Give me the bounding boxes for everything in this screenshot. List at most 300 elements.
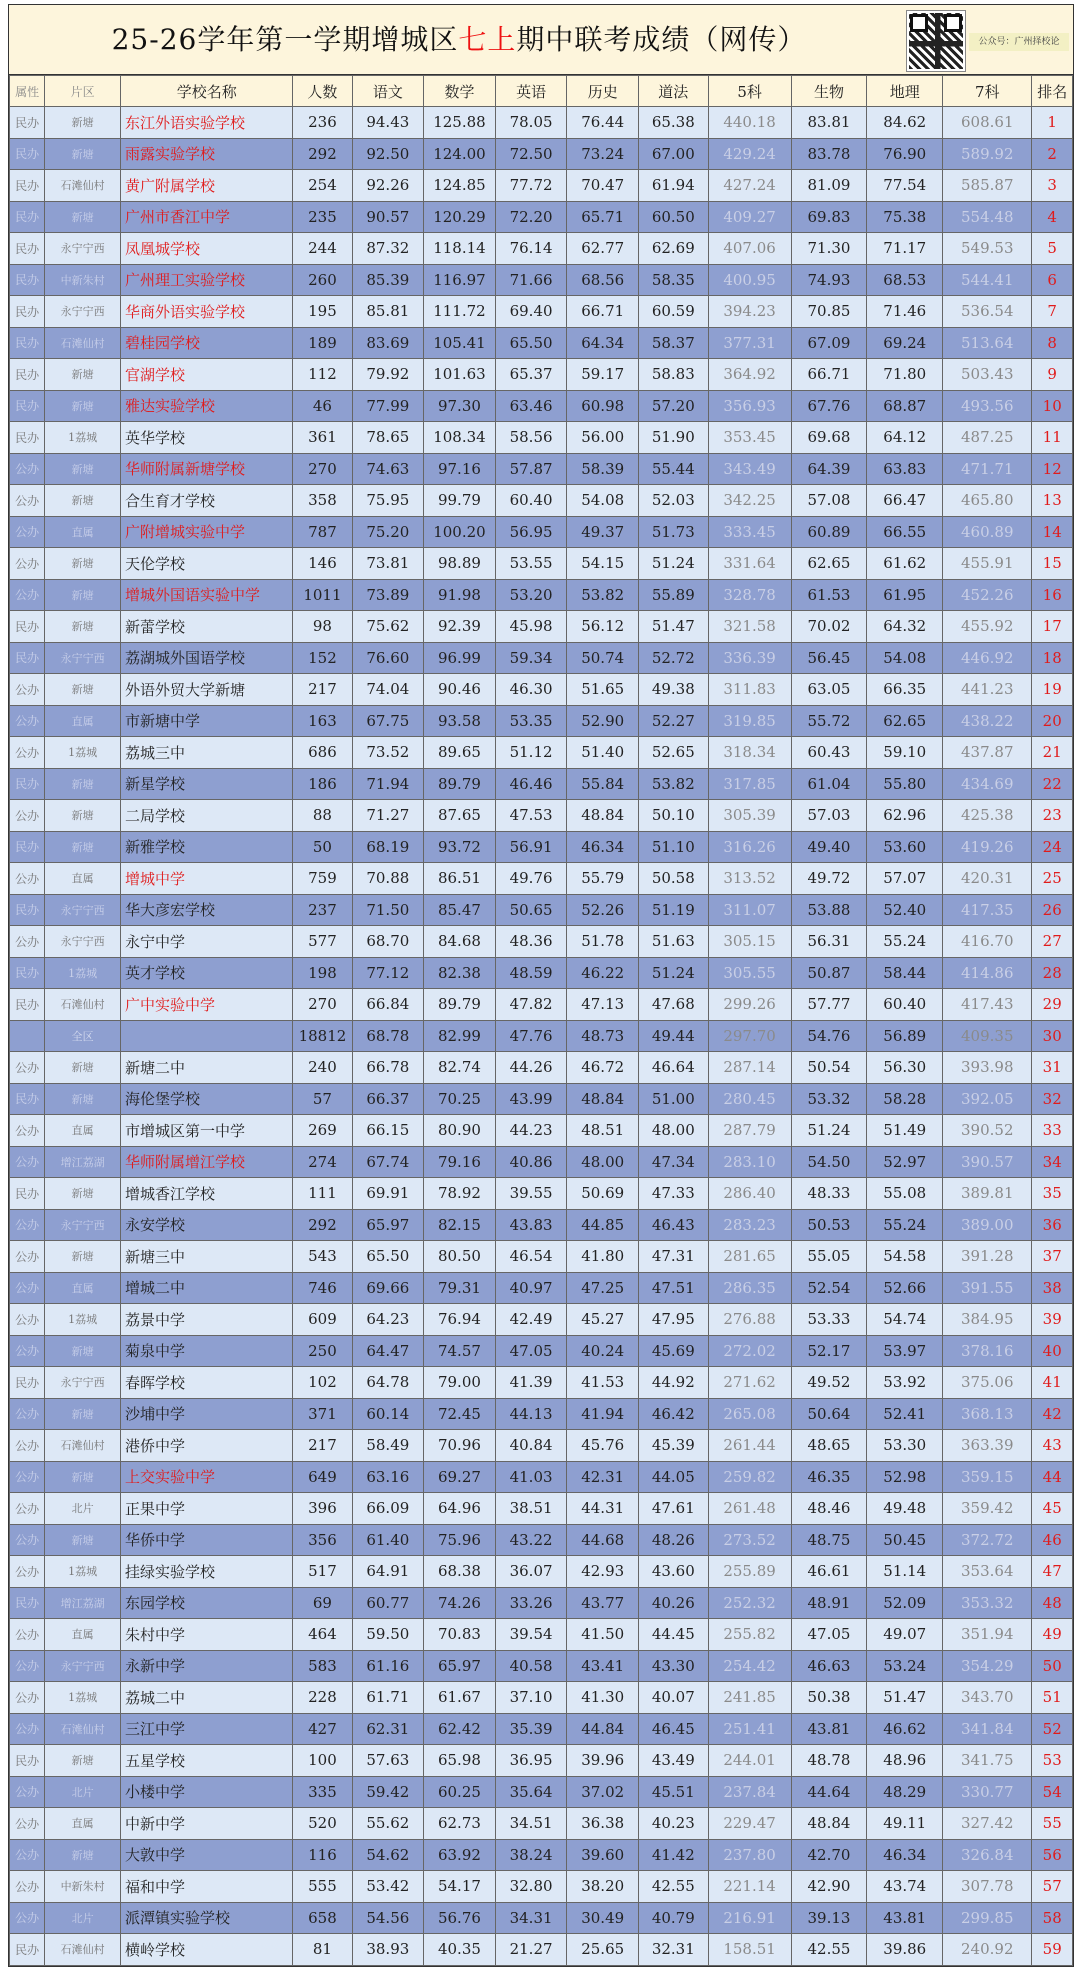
table-row [10,1430,1073,1462]
cell-count: 1011 [293,579,352,611]
cell-rank: 30 [1032,1020,1073,1052]
cell-5-subjects: 409.27 [708,201,791,233]
cell-math: 72.45 [424,1398,496,1430]
cell-area: 新塘 [45,1461,121,1493]
cell-count: 228 [293,1682,352,1714]
cell-math: 124.00 [424,138,496,170]
cell-geography: 53.92 [867,1367,943,1399]
cell-chinese: 75.95 [352,485,424,517]
cell-count: 260 [293,264,352,296]
cell-school: 沙埔中学 [121,1398,293,1430]
cell-math: 70.25 [424,1083,496,1115]
cell-count: 102 [293,1367,352,1399]
header-morality-law: 道法 [639,76,709,107]
cell-history: 56.00 [567,422,639,454]
cell-count: 189 [293,327,352,359]
table-row [10,1178,1073,1210]
cell-biology: 71.30 [791,233,867,265]
cell-rank: 18 [1032,642,1073,674]
cell-biology: 60.89 [791,516,867,548]
cell-area: 新塘 [45,579,121,611]
cell-biology: 57.77 [791,989,867,1021]
cell-biology: 49.40 [791,831,867,863]
cell-5-subjects: 313.52 [708,863,791,895]
cell-school: 雅达实验学校 [121,390,293,422]
cell-school: 菊泉中学 [121,1335,293,1367]
cell-7-subjects: 326.84 [943,1839,1032,1871]
cell-school [121,1020,293,1052]
cell-school: 广中实验中学 [121,989,293,1021]
cell-math: 89.65 [424,737,496,769]
table-row [10,1871,1073,1903]
cell-attr: 民办 [10,768,45,800]
cell-count: 69 [293,1587,352,1619]
cell-5-subjects: 255.89 [708,1556,791,1588]
cell-english: 44.23 [495,1115,567,1147]
cell-count: 270 [293,453,352,485]
cell-rank: 24 [1032,831,1073,863]
cell-7-subjects: 393.98 [943,1052,1032,1084]
cell-rank: 49 [1032,1619,1073,1651]
cell-area: 新塘 [45,390,121,422]
cell-count: 686 [293,737,352,769]
cell-english: 35.39 [495,1713,567,1745]
cell-area: 新塘 [45,1335,121,1367]
cell-area: 新塘 [45,1178,121,1210]
cell-7-subjects: 240.92 [943,1934,1032,1966]
cell-area: 永宁宁西 [45,296,121,328]
cell-history: 44.31 [567,1493,639,1525]
cell-morality-law: 58.83 [639,359,709,391]
cell-biology: 62.65 [791,548,867,580]
cell-biology: 44.64 [791,1776,867,1808]
cell-geography: 63.83 [867,453,943,485]
cell-morality-law: 48.26 [639,1524,709,1556]
cell-count: 371 [293,1398,352,1430]
cell-7-subjects: 589.92 [943,138,1032,170]
cell-5-subjects: 216.91 [708,1902,791,1934]
cell-5-subjects: 244.01 [708,1745,791,1777]
cell-chinese: 54.62 [352,1839,424,1871]
cell-geography: 43.74 [867,1871,943,1903]
cell-attr: 民办 [10,359,45,391]
cell-area: 1荔城 [45,1682,121,1714]
cell-5-subjects: 283.23 [708,1209,791,1241]
cell-math: 120.29 [424,201,496,233]
cell-history: 58.39 [567,453,639,485]
cell-chinese: 64.23 [352,1304,424,1336]
cell-school: 增城中学 [121,863,293,895]
cell-history: 68.56 [567,264,639,296]
table-row [10,264,1073,296]
cell-7-subjects: 391.55 [943,1272,1032,1304]
cell-school: 荔湖城外国语学校 [121,642,293,674]
cell-5-subjects: 261.44 [708,1430,791,1462]
cell-rank: 41 [1032,1367,1073,1399]
table-row [10,1808,1073,1840]
header-english: 英语 [495,76,567,107]
cell-count: 198 [293,957,352,989]
cell-count: 111 [293,1178,352,1210]
cell-count: 146 [293,548,352,580]
cell-math: 74.26 [424,1587,496,1619]
cell-school: 华侨中学 [121,1524,293,1556]
cell-rank: 47 [1032,1556,1073,1588]
cell-school: 横岭学校 [121,1934,293,1966]
cell-geography: 48.29 [867,1776,943,1808]
cell-count: 356 [293,1524,352,1556]
cell-7-subjects: 351.94 [943,1619,1032,1651]
table-row [10,107,1073,139]
cell-attr: 民办 [10,1178,45,1210]
cell-7-subjects: 585.87 [943,170,1032,202]
cell-school: 三江中学 [121,1713,293,1745]
cell-chinese: 68.70 [352,926,424,958]
cell-count: 292 [293,138,352,170]
cell-count: 88 [293,800,352,832]
cell-geography: 59.10 [867,737,943,769]
cell-7-subjects: 391.28 [943,1241,1032,1273]
cell-morality-law: 49.38 [639,674,709,706]
cell-morality-law: 61.94 [639,170,709,202]
cell-5-subjects: 353.45 [708,422,791,454]
cell-area: 新塘 [45,800,121,832]
cell-history: 76.44 [567,107,639,139]
cell-morality-law: 51.90 [639,422,709,454]
table-row [10,800,1073,832]
cell-biology: 47.05 [791,1619,867,1651]
cell-math: 79.00 [424,1367,496,1399]
cell-geography: 55.24 [867,1209,943,1241]
cell-area: 直属 [45,1272,121,1304]
cell-geography: 71.80 [867,359,943,391]
cell-7-subjects: 416.70 [943,926,1032,958]
cell-attr: 民办 [10,296,45,328]
cell-geography: 54.74 [867,1304,943,1336]
cell-geography: 62.65 [867,705,943,737]
cell-5-subjects: 259.82 [708,1461,791,1493]
cell-geography: 53.60 [867,831,943,863]
cell-biology: 66.71 [791,359,867,391]
cell-count: 254 [293,170,352,202]
cell-math: 96.99 [424,642,496,674]
cell-english: 21.27 [495,1934,567,1966]
cell-school: 广州理工实验学校 [121,264,293,296]
header-math: 数学 [424,76,496,107]
cell-geography: 51.49 [867,1115,943,1147]
cell-rank: 51 [1032,1682,1073,1714]
table-row [10,453,1073,485]
cell-biology: 50.64 [791,1398,867,1430]
cell-area: 新塘 [45,453,121,485]
cell-attr: 公办 [10,1713,45,1745]
cell-geography: 56.30 [867,1052,943,1084]
header-count: 人数 [293,76,352,107]
cell-rank: 38 [1032,1272,1073,1304]
title-highlight: 七上 [458,23,517,56]
cell-geography: 49.07 [867,1619,943,1651]
cell-7-subjects: 438.22 [943,705,1032,737]
cell-school: 雨露实验学校 [121,138,293,170]
table-row [10,737,1073,769]
cell-geography: 68.53 [867,264,943,296]
cell-history: 39.60 [567,1839,639,1871]
cell-history: 48.51 [567,1115,639,1147]
cell-7-subjects: 299.85 [943,1902,1032,1934]
cell-english: 76.14 [495,233,567,265]
cell-math: 70.96 [424,1430,496,1462]
cell-english: 40.86 [495,1146,567,1178]
cell-school: 海伦堡学校 [121,1083,293,1115]
cell-english: 34.31 [495,1902,567,1934]
cell-school: 黄广附属学校 [121,170,293,202]
cell-morality-law: 43.49 [639,1745,709,1777]
cell-chinese: 85.39 [352,264,424,296]
cell-english: 40.58 [495,1650,567,1682]
cell-rank: 7 [1032,296,1073,328]
cell-history: 53.82 [567,579,639,611]
cell-area: 新塘 [45,1524,121,1556]
cell-rank: 25 [1032,863,1073,895]
cell-chinese: 53.42 [352,1871,424,1903]
cell-math: 62.73 [424,1808,496,1840]
cell-count: 274 [293,1146,352,1178]
cell-area: 直属 [45,863,121,895]
cell-history: 44.85 [567,1209,639,1241]
cell-history: 56.12 [567,611,639,643]
cell-history: 48.84 [567,1083,639,1115]
cell-5-subjects: 342.25 [708,485,791,517]
cell-geography: 52.66 [867,1272,943,1304]
cell-morality-law: 40.23 [639,1808,709,1840]
cell-school: 春晖学校 [121,1367,293,1399]
cell-geography: 64.12 [867,422,943,454]
score-table [9,75,1073,1966]
cell-math: 60.25 [424,1776,496,1808]
cell-english: 78.05 [495,107,567,139]
cell-biology: 54.50 [791,1146,867,1178]
cell-history: 25.65 [567,1934,639,1966]
cell-history: 41.30 [567,1682,639,1714]
cell-5-subjects: 328.78 [708,579,791,611]
cell-school: 新蕾学校 [121,611,293,643]
cell-chinese: 87.32 [352,233,424,265]
cell-attr: 公办 [10,548,45,580]
cell-morality-law: 51.63 [639,926,709,958]
cell-attr: 公办 [10,863,45,895]
cell-count: 583 [293,1650,352,1682]
cell-english: 77.72 [495,170,567,202]
table-row [10,1335,1073,1367]
cell-attr: 民办 [10,894,45,926]
cell-chinese: 38.93 [352,1934,424,1966]
cell-math: 74.57 [424,1335,496,1367]
cell-english: 49.76 [495,863,567,895]
cell-area: 新塘 [45,485,121,517]
cell-chinese: 73.52 [352,737,424,769]
cell-count: 649 [293,1461,352,1493]
cell-7-subjects: 608.61 [943,107,1032,139]
cell-school: 朱村中学 [121,1619,293,1651]
cell-area: 新塘 [45,548,121,580]
cell-english: 47.76 [495,1020,567,1052]
table-row [10,1650,1073,1682]
cell-7-subjects: 419.26 [943,831,1032,863]
table-row [10,485,1073,517]
cell-math: 69.27 [424,1461,496,1493]
cell-7-subjects: 390.52 [943,1115,1032,1147]
page-title [9,5,909,74]
cell-morality-law: 51.19 [639,894,709,926]
cell-chinese: 66.84 [352,989,424,1021]
cell-5-subjects: 429.24 [708,138,791,170]
cell-geography: 49.48 [867,1493,943,1525]
cell-7-subjects: 513.64 [943,327,1032,359]
cell-geography: 61.62 [867,548,943,580]
cell-school: 小楼中学 [121,1776,293,1808]
cell-geography: 64.32 [867,611,943,643]
cell-5-subjects: 158.51 [708,1934,791,1966]
cell-rank: 17 [1032,611,1073,643]
cell-math: 91.98 [424,579,496,611]
cell-english: 35.64 [495,1776,567,1808]
cell-school: 碧桂园学校 [121,327,293,359]
cell-english: 51.12 [495,737,567,769]
cell-biology: 64.39 [791,453,867,485]
cell-count: 269 [293,1115,352,1147]
cell-rank: 1 [1032,107,1073,139]
cell-attr: 公办 [10,1146,45,1178]
cell-history: 54.08 [567,485,639,517]
cell-english: 43.99 [495,1083,567,1115]
cell-5-subjects: 407.06 [708,233,791,265]
cell-area: 新塘 [45,611,121,643]
cell-english: 53.20 [495,579,567,611]
cell-morality-law: 65.38 [639,107,709,139]
cell-biology: 49.52 [791,1367,867,1399]
cell-school: 外语外贸大学新塘 [121,674,293,706]
cell-english: 39.54 [495,1619,567,1651]
cell-chinese: 78.65 [352,422,424,454]
cell-7-subjects: 452.26 [943,579,1032,611]
cell-rank: 27 [1032,926,1073,958]
cell-attr: 公办 [10,516,45,548]
cell-biology: 81.09 [791,170,867,202]
cell-5-subjects: 281.65 [708,1241,791,1273]
cell-biology: 67.76 [791,390,867,422]
cell-rank: 29 [1032,989,1073,1021]
cell-count: 98 [293,611,352,643]
cell-geography: 48.96 [867,1745,943,1777]
cell-geography: 54.08 [867,642,943,674]
cell-attr: 民办 [10,233,45,265]
cell-math: 82.74 [424,1052,496,1084]
cell-english: 43.22 [495,1524,567,1556]
cell-area: 1荔城 [45,1556,121,1588]
cell-chinese: 64.91 [352,1556,424,1588]
cell-english: 38.24 [495,1839,567,1871]
cell-area: 石滩仙村 [45,1713,121,1745]
cell-count: 361 [293,422,352,454]
cell-area: 永宁宁西 [45,894,121,926]
cell-math: 124.85 [424,170,496,202]
cell-biology: 53.32 [791,1083,867,1115]
cell-area: 新塘 [45,1241,121,1273]
cell-school: 英才学校 [121,957,293,989]
cell-area: 新塘 [45,831,121,863]
cell-rank: 13 [1032,485,1073,517]
cell-math: 100.20 [424,516,496,548]
cell-morality-law: 52.27 [639,705,709,737]
cell-attr: 民办 [10,170,45,202]
cell-english: 38.51 [495,1493,567,1525]
cell-morality-law: 52.03 [639,485,709,517]
cell-school: 正果中学 [121,1493,293,1525]
cell-rank: 52 [1032,1713,1073,1745]
cell-chinese: 69.91 [352,1178,424,1210]
cell-7-subjects: 330.77 [943,1776,1032,1808]
cell-area: 永宁宁西 [45,926,121,958]
cell-english: 47.05 [495,1335,567,1367]
cell-school: 五星学校 [121,1745,293,1777]
cell-morality-law: 51.24 [639,957,709,989]
cell-english: 36.95 [495,1745,567,1777]
cell-chinese: 74.63 [352,453,424,485]
cell-geography: 49.11 [867,1808,943,1840]
table-row [10,674,1073,706]
cell-area: 1荔城 [45,422,121,454]
cell-7-subjects: 409.35 [943,1020,1032,1052]
cell-geography: 57.07 [867,863,943,895]
cell-biology: 48.65 [791,1430,867,1462]
cell-7-subjects: 384.95 [943,1304,1032,1336]
cell-attr: 公办 [10,1619,45,1651]
cell-5-subjects: 286.40 [708,1178,791,1210]
table-row [10,516,1073,548]
header-history: 历史 [567,76,639,107]
cell-english: 39.55 [495,1178,567,1210]
cell-biology: 50.54 [791,1052,867,1084]
cell-morality-law: 53.82 [639,768,709,800]
cell-7-subjects: 437.87 [943,737,1032,769]
cell-5-subjects: 229.47 [708,1808,791,1840]
cell-math: 90.46 [424,674,496,706]
cell-biology: 54.76 [791,1020,867,1052]
cell-english: 60.40 [495,485,567,517]
cell-english: 48.36 [495,926,567,958]
cell-math: 82.99 [424,1020,496,1052]
cell-count: 396 [293,1493,352,1525]
cell-chinese: 94.43 [352,107,424,139]
cell-school: 官湖学校 [121,359,293,391]
cell-chinese: 75.20 [352,516,424,548]
cell-english: 33.26 [495,1587,567,1619]
cell-5-subjects: 319.85 [708,705,791,737]
cell-geography: 66.35 [867,674,943,706]
cell-rank: 33 [1032,1115,1073,1147]
cell-chinese: 61.71 [352,1682,424,1714]
cell-rank: 5 [1032,233,1073,265]
cell-chinese: 74.04 [352,674,424,706]
table-header-row [10,76,1073,107]
cell-school: 广附增城实验中学 [121,516,293,548]
cell-school: 荔景中学 [121,1304,293,1336]
cell-biology: 49.72 [791,863,867,895]
table-row [10,1524,1073,1556]
cell-5-subjects: 427.24 [708,170,791,202]
cell-attr: 公办 [10,705,45,737]
cell-morality-law: 45.39 [639,1430,709,1462]
